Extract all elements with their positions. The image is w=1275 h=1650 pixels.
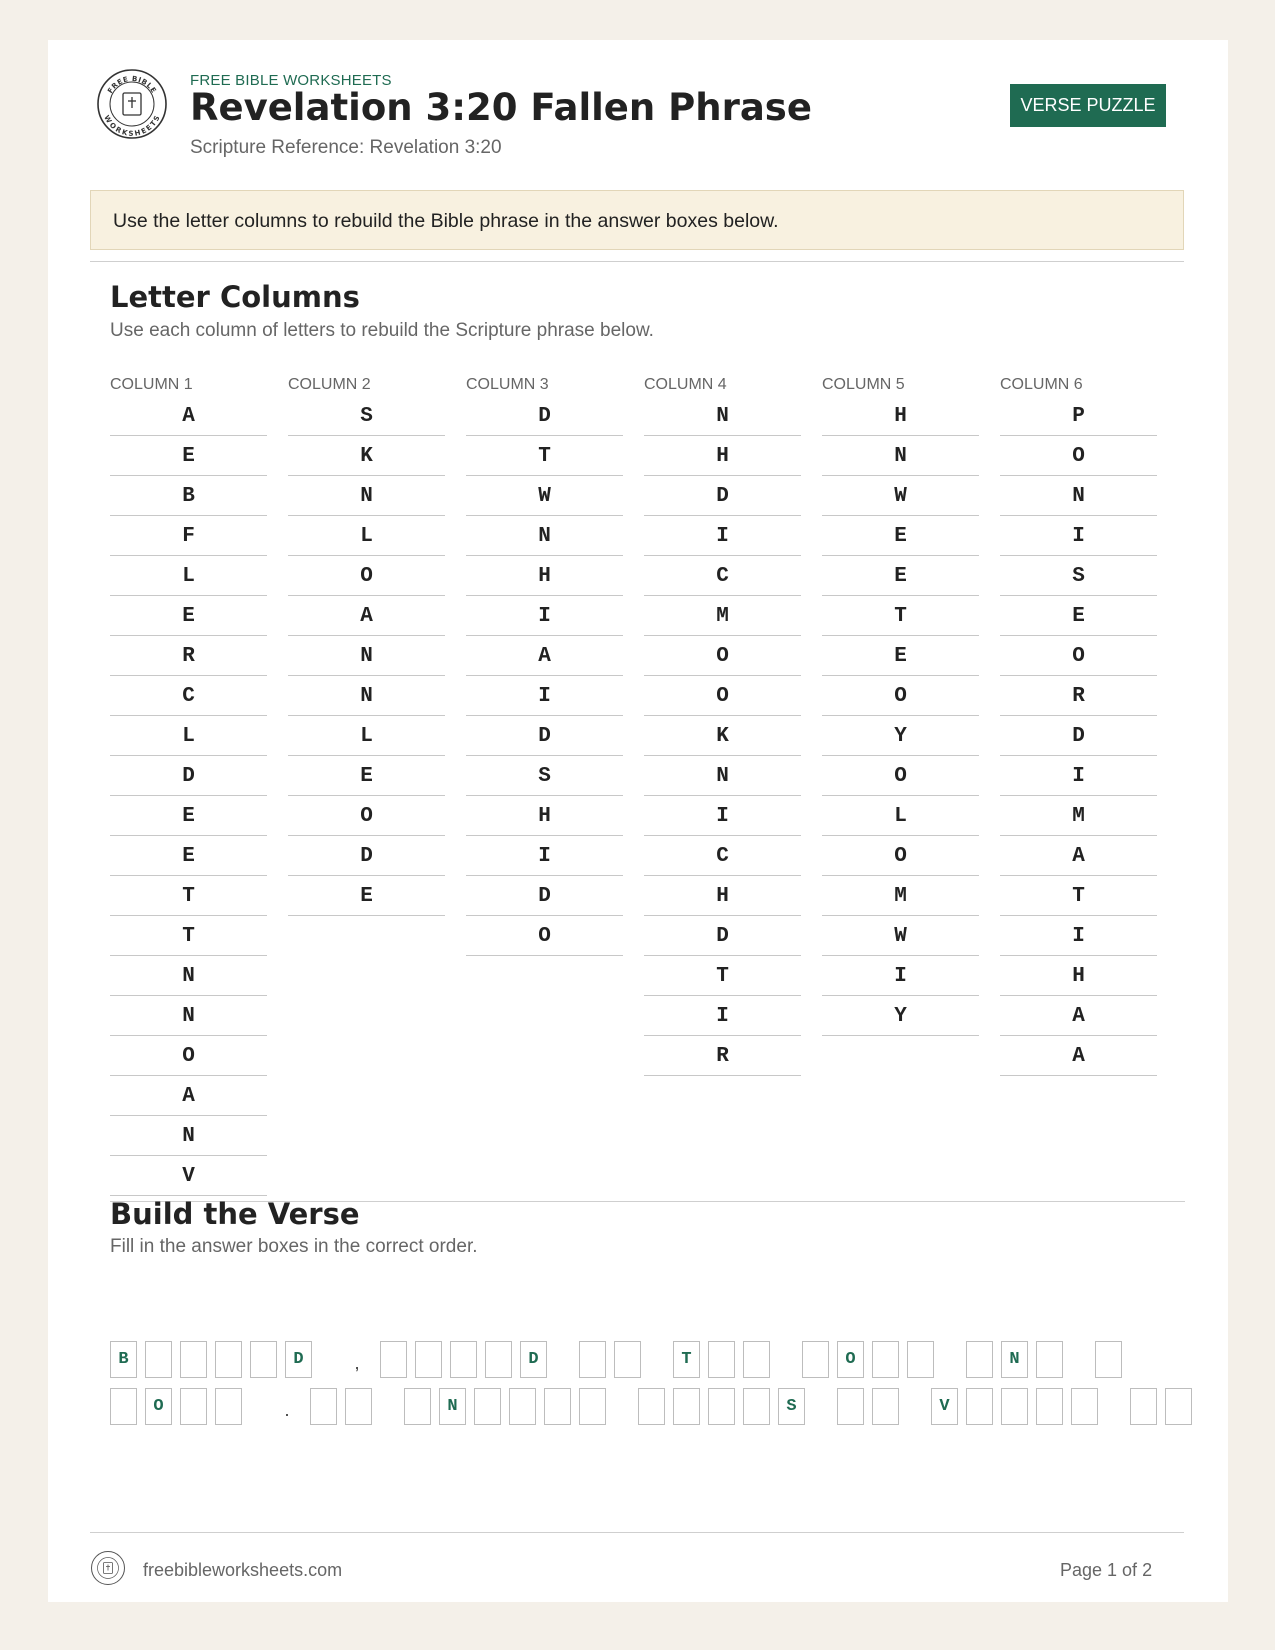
letter-cell: L — [288, 716, 445, 756]
letter-cell: O — [110, 1036, 267, 1076]
letter-cell: O — [1000, 436, 1157, 476]
answer-box[interactable]: V — [931, 1388, 958, 1425]
letter-cell: N — [288, 476, 445, 516]
letter-cell: D — [644, 476, 801, 516]
answer-box[interactable]: O — [145, 1388, 172, 1425]
letter-cell: E — [1000, 596, 1157, 636]
answer-box[interactable] — [180, 1341, 207, 1378]
scripture-reference: Scripture Reference: Revelation 3:20 — [190, 137, 502, 158]
letter-cell: L — [822, 796, 979, 836]
letter-cell: A — [1000, 996, 1157, 1036]
letter-cell: I — [466, 676, 623, 716]
answer-box[interactable]: D — [520, 1341, 547, 1378]
answer-box[interactable] — [614, 1341, 641, 1378]
letter-cell: A — [288, 596, 445, 636]
letter-cell: I — [822, 956, 979, 996]
letter-cell: D — [466, 396, 623, 436]
letter-cell: E — [110, 796, 267, 836]
answer-box[interactable] — [1036, 1388, 1063, 1425]
letter-cell: H — [466, 796, 623, 836]
letter-cell: A — [1000, 1036, 1157, 1076]
letter-cell: O — [644, 676, 801, 716]
letter-cell: S — [1000, 556, 1157, 596]
letter-cell: W — [466, 476, 623, 516]
answer-box[interactable] — [966, 1388, 993, 1425]
letter-cell: Y — [822, 996, 979, 1036]
letter-cell: N — [110, 1116, 267, 1156]
letter-cell: D — [644, 916, 801, 956]
letter-cell: C — [644, 556, 801, 596]
letter-cell: M — [822, 876, 979, 916]
letter-cell: M — [644, 596, 801, 636]
letter-cell: I — [1000, 916, 1157, 956]
letter-cell: N — [110, 996, 267, 1036]
letter-cell: E — [110, 596, 267, 636]
answer-box[interactable] — [1130, 1388, 1157, 1425]
letter-cell: T — [822, 596, 979, 636]
letter-cell: E — [110, 436, 267, 476]
footer-site: freebibleworksheets.com — [143, 1560, 343, 1580]
letter-cell: D — [466, 716, 623, 756]
letter-cell: C — [644, 836, 801, 876]
answer-box[interactable] — [380, 1341, 407, 1378]
footer-logo-icon — [90, 1550, 126, 1586]
answer-box[interactable] — [743, 1341, 770, 1378]
answer-box[interactable] — [708, 1388, 735, 1425]
letter-cell: T — [1000, 876, 1157, 916]
answer-box[interactable] — [872, 1388, 899, 1425]
verse-puzzle-badge: VERSE PUZZLE — [1010, 84, 1166, 127]
answer-box[interactable] — [1036, 1341, 1063, 1378]
letter-cell: S — [466, 756, 623, 796]
answer-box[interactable]: O — [837, 1341, 864, 1378]
letter-cell: T — [110, 916, 267, 956]
letter-cell: L — [288, 516, 445, 556]
letter-cell: K — [644, 716, 801, 756]
answer-box[interactable] — [485, 1341, 512, 1378]
answer-box[interactable] — [415, 1341, 442, 1378]
instruction-text: Use the letter columns to rebuild the Bible phrase in the answer boxes below. — [113, 210, 779, 232]
answer-box[interactable] — [579, 1388, 606, 1425]
divider — [90, 1532, 1184, 1533]
letter-cell: R — [1000, 676, 1157, 716]
letter-cell: L — [110, 556, 267, 596]
letter-cell: D — [110, 756, 267, 796]
letter-cell: N — [288, 636, 445, 676]
letter-cell: E — [822, 636, 979, 676]
answer-box[interactable] — [1071, 1388, 1098, 1425]
letter-cell: T — [644, 956, 801, 996]
letter-cell: N — [466, 516, 623, 556]
letter-cell: O — [288, 556, 445, 596]
letter-cell: I — [1000, 756, 1157, 796]
answer-box[interactable] — [215, 1388, 242, 1425]
letter-cell: O — [466, 916, 623, 956]
letter-columns-title: Letter Columns — [110, 280, 360, 314]
letter-cell: F — [110, 516, 267, 556]
answer-box[interactable]: D — [285, 1341, 312, 1378]
answer-box[interactable]: B — [110, 1341, 137, 1378]
letter-cell: A — [466, 636, 623, 676]
answer-box[interactable] — [110, 1388, 137, 1425]
answer-box[interactable] — [544, 1388, 571, 1425]
letter-cell: M — [1000, 796, 1157, 836]
letter-cell: K — [288, 436, 445, 476]
letter-cell: R — [644, 1036, 801, 1076]
letter-cell: Y — [822, 716, 979, 756]
answer-box[interactable] — [638, 1388, 665, 1425]
letter-cell: I — [466, 596, 623, 636]
answer-box[interactable] — [579, 1341, 606, 1378]
letter-cell: D — [288, 836, 445, 876]
letter-cell: E — [288, 756, 445, 796]
letter-cell: O — [1000, 636, 1157, 676]
letter-cell: W — [822, 916, 979, 956]
letter-cell: E — [110, 836, 267, 876]
answer-box[interactable] — [673, 1388, 700, 1425]
letter-cell: O — [288, 796, 445, 836]
page-number: Page 1 of 2 — [1060, 1560, 1153, 1580]
letter-cell: I — [644, 516, 801, 556]
punctuation-mark: , — [354, 1353, 360, 1373]
letter-cell: R — [110, 636, 267, 676]
answer-box[interactable]: S — [778, 1388, 805, 1425]
answer-box[interactable] — [966, 1341, 993, 1378]
instruction-box — [90, 190, 1184, 250]
letter-cell: T — [466, 436, 623, 476]
answer-box[interactable] — [872, 1341, 899, 1378]
answer-box[interactable] — [345, 1388, 372, 1425]
letter-cell: E — [822, 556, 979, 596]
letter-cell: N — [1000, 476, 1157, 516]
letter-columns-subtitle: Use each column of letters to rebuild the Scripture phrase below. — [110, 320, 654, 341]
letter-cell: I — [466, 836, 623, 876]
page-title: Revelation 3:20 Fallen Phrase — [190, 86, 812, 129]
letter-cell: N — [822, 436, 979, 476]
letter-cell: D — [1000, 716, 1157, 756]
column-label: COLUMN 5 — [822, 376, 905, 393]
answer-box[interactable] — [474, 1388, 501, 1425]
letter-cell: H — [644, 876, 801, 916]
answer-box[interactable]: T — [673, 1341, 700, 1378]
letter-cell: H — [466, 556, 623, 596]
build-verse-title: Build the Verse — [110, 1197, 360, 1231]
letter-cell: H — [822, 396, 979, 436]
answer-box[interactable] — [1165, 1388, 1192, 1425]
column-label: COLUMN 1 — [110, 376, 193, 393]
letter-cell: W — [822, 476, 979, 516]
answer-box[interactable] — [1095, 1341, 1122, 1378]
letter-cell: N — [288, 676, 445, 716]
letter-cell: P — [1000, 396, 1157, 436]
column-label: COLUMN 4 — [644, 376, 727, 393]
letter-cell: D — [466, 876, 623, 916]
logo-bottom-text: WORKSHEETS — [102, 113, 162, 138]
answer-box[interactable] — [145, 1341, 172, 1378]
letter-cell: L — [110, 716, 267, 756]
letter-cell: E — [288, 876, 445, 916]
letter-cell: N — [644, 396, 801, 436]
answer-box[interactable] — [404, 1388, 431, 1425]
answer-box[interactable] — [509, 1388, 536, 1425]
column-label: COLUMN 6 — [1000, 376, 1083, 393]
letter-cell: O — [822, 756, 979, 796]
answer-box[interactable]: N — [1001, 1341, 1028, 1378]
answer-box[interactable] — [450, 1341, 477, 1378]
answer-box[interactable]: N — [439, 1388, 466, 1425]
letter-cell: O — [644, 636, 801, 676]
letter-cell: B — [110, 476, 267, 516]
answer-box[interactable] — [708, 1341, 735, 1378]
letter-cell: S — [288, 396, 445, 436]
punctuation-mark: . — [284, 1400, 290, 1420]
build-verse-subtitle: Fill in the answer boxes in the correct order. — [110, 1236, 478, 1257]
answer-box[interactable] — [180, 1388, 207, 1425]
letter-cell: I — [1000, 516, 1157, 556]
brand-name: FREE BIBLE WORKSHEETS — [190, 72, 392, 89]
letter-cell: T — [110, 876, 267, 916]
answer-box[interactable] — [907, 1341, 934, 1378]
letter-cell: H — [1000, 956, 1157, 996]
letter-cell: A — [110, 396, 267, 436]
letter-cell: C — [110, 676, 267, 716]
worksheet-logo-icon — [96, 68, 168, 140]
answer-box[interactable] — [1001, 1388, 1028, 1425]
column-label: COLUMN 3 — [466, 376, 549, 393]
letter-cell: O — [822, 676, 979, 716]
letter-cell: N — [110, 956, 267, 996]
logo-top-text: FREE BIBLE — [106, 74, 158, 95]
letter-cell: I — [644, 996, 801, 1036]
answer-box[interactable] — [250, 1341, 277, 1378]
divider — [90, 261, 1184, 262]
letter-cell: I — [644, 796, 801, 836]
answer-box[interactable] — [743, 1388, 770, 1425]
letter-cell: H — [644, 436, 801, 476]
answer-box[interactable] — [215, 1341, 242, 1378]
answer-box[interactable] — [802, 1341, 829, 1378]
column-label: COLUMN 2 — [288, 376, 371, 393]
letter-cell: N — [644, 756, 801, 796]
letter-cell: E — [822, 516, 979, 556]
answer-box[interactable] — [310, 1388, 337, 1425]
letter-cell: V — [110, 1156, 267, 1196]
worksheet-page — [48, 40, 1228, 1602]
letter-cell: O — [822, 836, 979, 876]
letter-cell: A — [110, 1076, 267, 1116]
answer-box[interactable] — [837, 1388, 864, 1425]
letter-cell: A — [1000, 836, 1157, 876]
